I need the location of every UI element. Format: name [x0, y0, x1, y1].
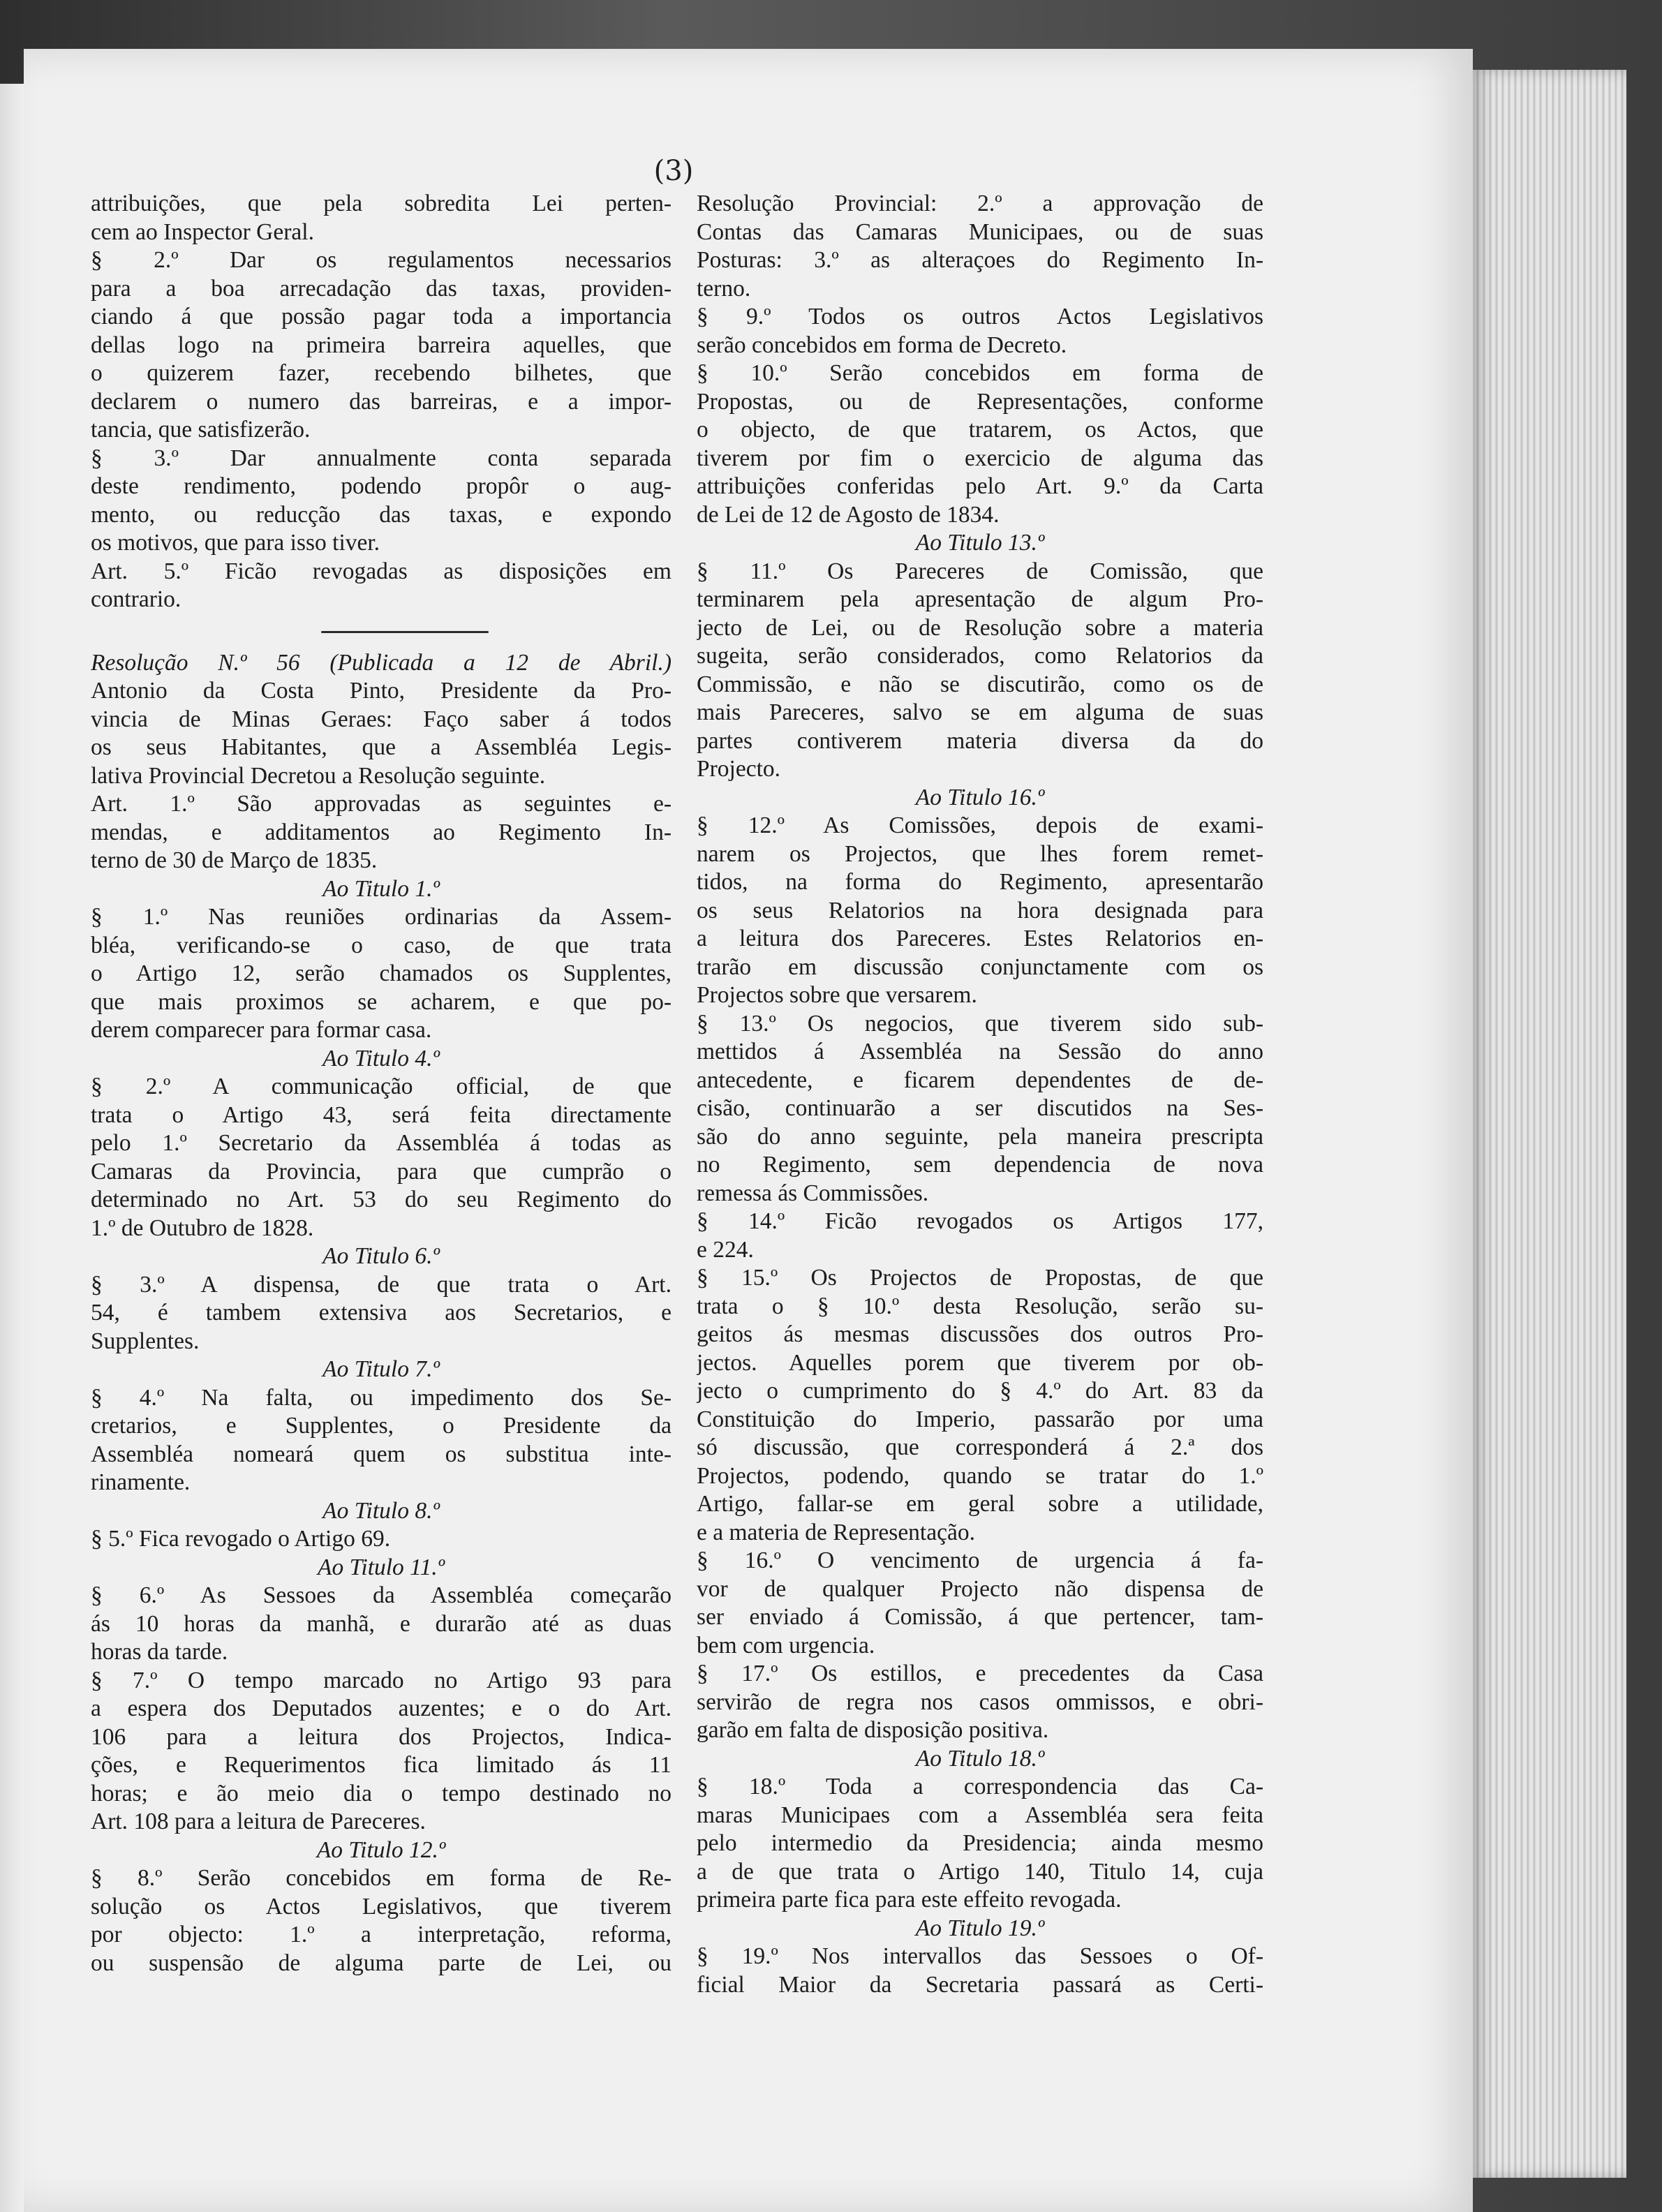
section-heading: Ao Titulo 7.º	[322, 1356, 440, 1382]
text-line: § 11.º Os Pareceres de Comissão, que	[697, 558, 1263, 584]
text-line: declarem o numero das barreiras, e a impor-	[91, 388, 672, 415]
text-line: § 12.º As Comissões, depois de exami-	[697, 812, 1263, 838]
text-line: Contas das Camaras Municipaes, ou de suas	[697, 218, 1263, 245]
book-page-edges	[1473, 70, 1626, 2178]
text-line: § 5.º Fica revogado o Artigo 69.	[91, 1526, 391, 1552]
text-line: § 3.º Dar annualmente conta separada	[91, 445, 672, 471]
text-line: Resolução Provincial: 2.º a approvação de	[697, 191, 1263, 216]
right-text-column	[697, 190, 1263, 1999]
text-line: vor de qualquer Projecto não dispensa de	[697, 1575, 1263, 1602]
text-line: terminarem pela apresentação de algum Pro-	[697, 586, 1263, 612]
text-line: pelo 1.º Secretario da Assembléa á todas as	[91, 1130, 672, 1156]
page-number: (3)	[653, 155, 694, 187]
text-line: § 8.º Serão concebidos em forma de Re-	[91, 1865, 672, 1891]
text-line: horas; e ão meio dia o tempo destinado no	[91, 1780, 672, 1806]
facing-page-edge	[0, 84, 24, 2212]
text-line: horas da tarde.	[91, 1639, 228, 1665]
text-line: Propostas, ou de Representações, conforme	[697, 388, 1263, 415]
text-line: bléa, verificando-se o caso, de que trata	[91, 932, 672, 958]
text-line: Artigo, fallar-se em geral sobre a utilidade,	[697, 1491, 1263, 1517]
text-line: § 1.º Nas reuniões ordinarias da Assem-	[91, 904, 672, 930]
text-line: o objecto, de que tratarem, os Actos, que	[697, 417, 1263, 443]
text-line: tidos, na forma do Regimento, apresentarão	[697, 869, 1263, 895]
text-line: trata o § 10.º desta Resolução, serão su-	[697, 1293, 1263, 1319]
text-line: § 17.º Os estillos, e precedentes da Casa	[697, 1661, 1263, 1686]
text-line: § 18.º Toda a correspondencia das Ca-	[697, 1774, 1263, 1799]
text-line: garão em falta de disposição positiva.	[697, 1717, 1049, 1743]
text-line: mento, ou reducção das taxas, e expondo	[91, 501, 672, 528]
section-separator	[91, 614, 672, 649]
text-line: os motivos, que para isso tiver.	[91, 530, 380, 556]
text-line: contrario.	[91, 586, 181, 612]
text-line: trata o Artigo 43, será feita directamente	[91, 1101, 672, 1128]
text-line: attribuições conferidas pelo Art. 9.º da Carta	[697, 473, 1263, 499]
text-line: servirão de regra nos casos ommissos, e obri-	[697, 1688, 1263, 1715]
text-line: só discussão, que corresponderá á 2.ª dos	[697, 1434, 1263, 1460]
section-heading: Ao Titulo 19.º	[915, 1915, 1045, 1941]
text-line: Art. 5.º Ficão revogadas as disposições em	[91, 558, 672, 584]
text-line: cem ao Inspector Geral.	[91, 218, 314, 245]
text-line: Constituição do Imperio, passarão por uma	[697, 1406, 1263, 1432]
text-line: sugeita, serão considerados, como Relatorios da	[697, 643, 1263, 669]
text-line: mais Pareceres, salvo se em alguma de suas	[697, 699, 1263, 725]
text-line: § 2.º A communicação official, de que	[91, 1074, 672, 1099]
text-line: § 4.º Na falta, ou impedimento dos Se-	[91, 1384, 672, 1411]
resolution-title: Resolução N.º 56 (Publicada a 12 de Abril.)	[91, 649, 672, 676]
section-heading: Ao Titulo 12.º	[316, 1836, 446, 1863]
section-heading: Ao Titulo 16.º	[915, 784, 1045, 810]
text-line: a leitura dos Pareceres. Estes Relatorios en-	[697, 926, 1263, 951]
text-line: Supplentes.	[91, 1328, 200, 1354]
text-line: § 16.º O vencimento de urgencia á fa-	[697, 1547, 1263, 1573]
text-line: terno.	[697, 275, 751, 302]
text-line: e 224.	[697, 1236, 754, 1263]
text-line: por objecto: 1.º a interpretação, reforma,	[91, 1922, 672, 1947]
text-line: para a boa arrecadação das taxas, providen-	[91, 275, 672, 302]
text-line: maras Municipaes com a Assembléa sera feita	[697, 1802, 1263, 1828]
text-line: de Lei de 12 de Agosto de 1834.	[697, 501, 1000, 528]
text-line: que mais proximos se acharem, e que po-	[91, 988, 672, 1015]
text-line: § 2.º Dar os regulamentos necessarios	[91, 247, 672, 273]
text-line: Posturas: 3.º as alteraçoes do Regimento In-	[697, 247, 1263, 273]
text-line: § 19.º Nos intervallos das Sessoes o Of-	[697, 1943, 1263, 1969]
text-line: terno de 30 de Março de 1835.	[91, 847, 378, 873]
text-line: os seus Habitantes, que a Assembléa Legis-	[91, 734, 672, 760]
text-line: cisão, continuarão a ser discutidos na Ses-	[697, 1095, 1263, 1121]
section-heading: Ao Titulo 11.º	[318, 1554, 445, 1580]
section-heading: Ao Titulo 4.º	[322, 1045, 440, 1071]
text-line: pelo intermedio da Presidencia; ainda mesmo	[697, 1830, 1263, 1856]
left-text-column	[91, 190, 672, 1977]
text-line: Assembléa nomeará quem os substitua inte-	[91, 1441, 672, 1467]
text-line: tancia, que satisfizerão.	[91, 417, 311, 443]
text-line: mendas, e additamentos ao Regimento In-	[91, 819, 672, 845]
text-line: serão concebidos em forma de Decreto.	[697, 332, 1067, 358]
text-line: são do anno seguinte, pela maneira prescripta	[697, 1123, 1263, 1150]
text-line: e a materia de Representação.	[697, 1519, 975, 1545]
text-line: Art. 1.º São approvadas as seguintes e-	[91, 791, 672, 817]
text-line: § 15.º Os Projectos de Propostas, de que	[697, 1265, 1263, 1291]
text-line: antecedente, e ficarem dependentes de de-	[697, 1067, 1263, 1093]
text-line: cretarios, e Supplentes, o Presidente da	[91, 1413, 672, 1439]
section-heading: Ao Titulo 6.º	[322, 1243, 440, 1269]
text-line: Commissão, e não se discutirão, como os de	[697, 671, 1263, 697]
text-line: partes contiverem materia diversa da do	[697, 727, 1263, 754]
section-heading: Ao Titulo 18.º	[915, 1745, 1045, 1772]
text-line: Art. 108 para a leitura de Pareceres.	[91, 1809, 426, 1834]
text-line: Projectos sobre que versarem.	[697, 982, 977, 1008]
section-heading: Ao Titulo 8.º	[322, 1497, 440, 1524]
text-line: 54, é tambem extensiva aos Secretarios, e	[91, 1300, 672, 1326]
text-line: a espera dos Deputados auzentes; e o do Art.	[91, 1695, 672, 1721]
text-line: determinado no Art. 53 do seu Regimento do	[91, 1187, 672, 1212]
text-line: remessa ás Commissões.	[697, 1180, 929, 1206]
section-heading: Ao Titulo 13.º	[915, 530, 1045, 556]
text-line: o quizerem fazer, recebendo bilhetes, que	[91, 360, 672, 386]
text-line: Projecto.	[697, 756, 781, 782]
text-line: Camaras da Provincia, para que cumprão o	[91, 1158, 672, 1185]
text-line: § 9.º Todos os outros Actos Legislativos	[697, 304, 1263, 329]
text-line: Projectos, podendo, quando se tratar do 1.º	[697, 1462, 1263, 1489]
text-line: narem os Projectos, que lhes forem remet-	[697, 840, 1263, 867]
text-line: ser enviado á Comissão, á que pertencer, tam-	[697, 1604, 1263, 1630]
text-line: a de que trata o Artigo 140, Titulo 14, cuja	[697, 1858, 1263, 1885]
text-line: Antonio da Costa Pinto, Presidente da Pro-	[91, 678, 672, 704]
text-line: no Regimento, sem dependencia de nova	[697, 1152, 1263, 1178]
text-line: trarão em discussão conjunctamente com os	[697, 953, 1263, 980]
text-line: geitos ás mesmas discussões dos outros Pro-	[697, 1321, 1263, 1347]
text-line: § 3.º A dispensa, de que trata o Art.	[91, 1271, 672, 1298]
text-line: bem com urgencia.	[697, 1632, 875, 1658]
text-line: o Artigo 12, serão chamados os Supplentes,	[91, 960, 672, 986]
text-line: rinamente.	[91, 1469, 191, 1495]
section-heading: Ao Titulo 1.º	[322, 875, 440, 902]
text-line: § 14.º Ficão revogados os Artigos 177,	[697, 1208, 1263, 1234]
text-line: § 13.º Os negocios, que tiverem sido sub-	[697, 1010, 1263, 1037]
text-line: 1.º de Outubro de 1828.	[91, 1215, 314, 1241]
text-line: § 7.º O tempo marcado no Artigo 93 para	[91, 1667, 672, 1693]
text-line: § 10.º Serão concebidos em forma de	[697, 360, 1263, 386]
text-line: jectos. Aquelles porem que tiverem por ob-	[697, 1349, 1263, 1376]
text-line: jecto de Lei, ou de Resolução sobre a materia	[697, 614, 1263, 641]
text-line: solução os Actos Legislativos, que tiverem	[91, 1893, 672, 1920]
text-line: mettidos á Assembléa na Sessão do anno	[697, 1039, 1263, 1064]
text-line: ficial Maior da Secretaria passará as Certi-	[697, 1971, 1263, 1998]
text-line: § 6.º As Sessoes da Assembléa começarão	[91, 1582, 672, 1608]
text-line: 106 para a leitura dos Projectos, Indica-	[91, 1723, 672, 1750]
text-line: ções, e Requerimentos fica limitado ás 11	[91, 1752, 672, 1778]
text-line: derem comparecer para formar casa.	[91, 1017, 432, 1043]
text-line: deste rendimento, podendo propôr o aug-	[91, 473, 672, 499]
text-line: jecto o cumprimento do § 4.º do Art. 83 da	[697, 1378, 1263, 1404]
text-line: os seus Relatorios na hora designada para	[697, 897, 1263, 923]
text-line: dellas logo na primeira barreira aquelles, que	[91, 332, 672, 358]
text-line: vincia de Minas Geraes: Faço saber á todos	[91, 706, 672, 732]
text-line: ás 10 horas da manhã, e durarão até as duas	[91, 1610, 672, 1637]
text-line: attribuições, que pela sobredita Lei perten-	[91, 191, 672, 216]
text-line: lativa Provincial Decretou a Resolução seguinte.	[91, 762, 546, 789]
text-line: ciando á que possão pagar toda a importancia	[91, 304, 672, 329]
text-line: ou suspensão de alguma parte de Lei, ou	[91, 1950, 672, 1976]
text-line: tiverem por fim o exercicio de alguma das	[697, 445, 1263, 471]
text-line: primeira parte fica para este effeito revogada.	[697, 1887, 1122, 1913]
